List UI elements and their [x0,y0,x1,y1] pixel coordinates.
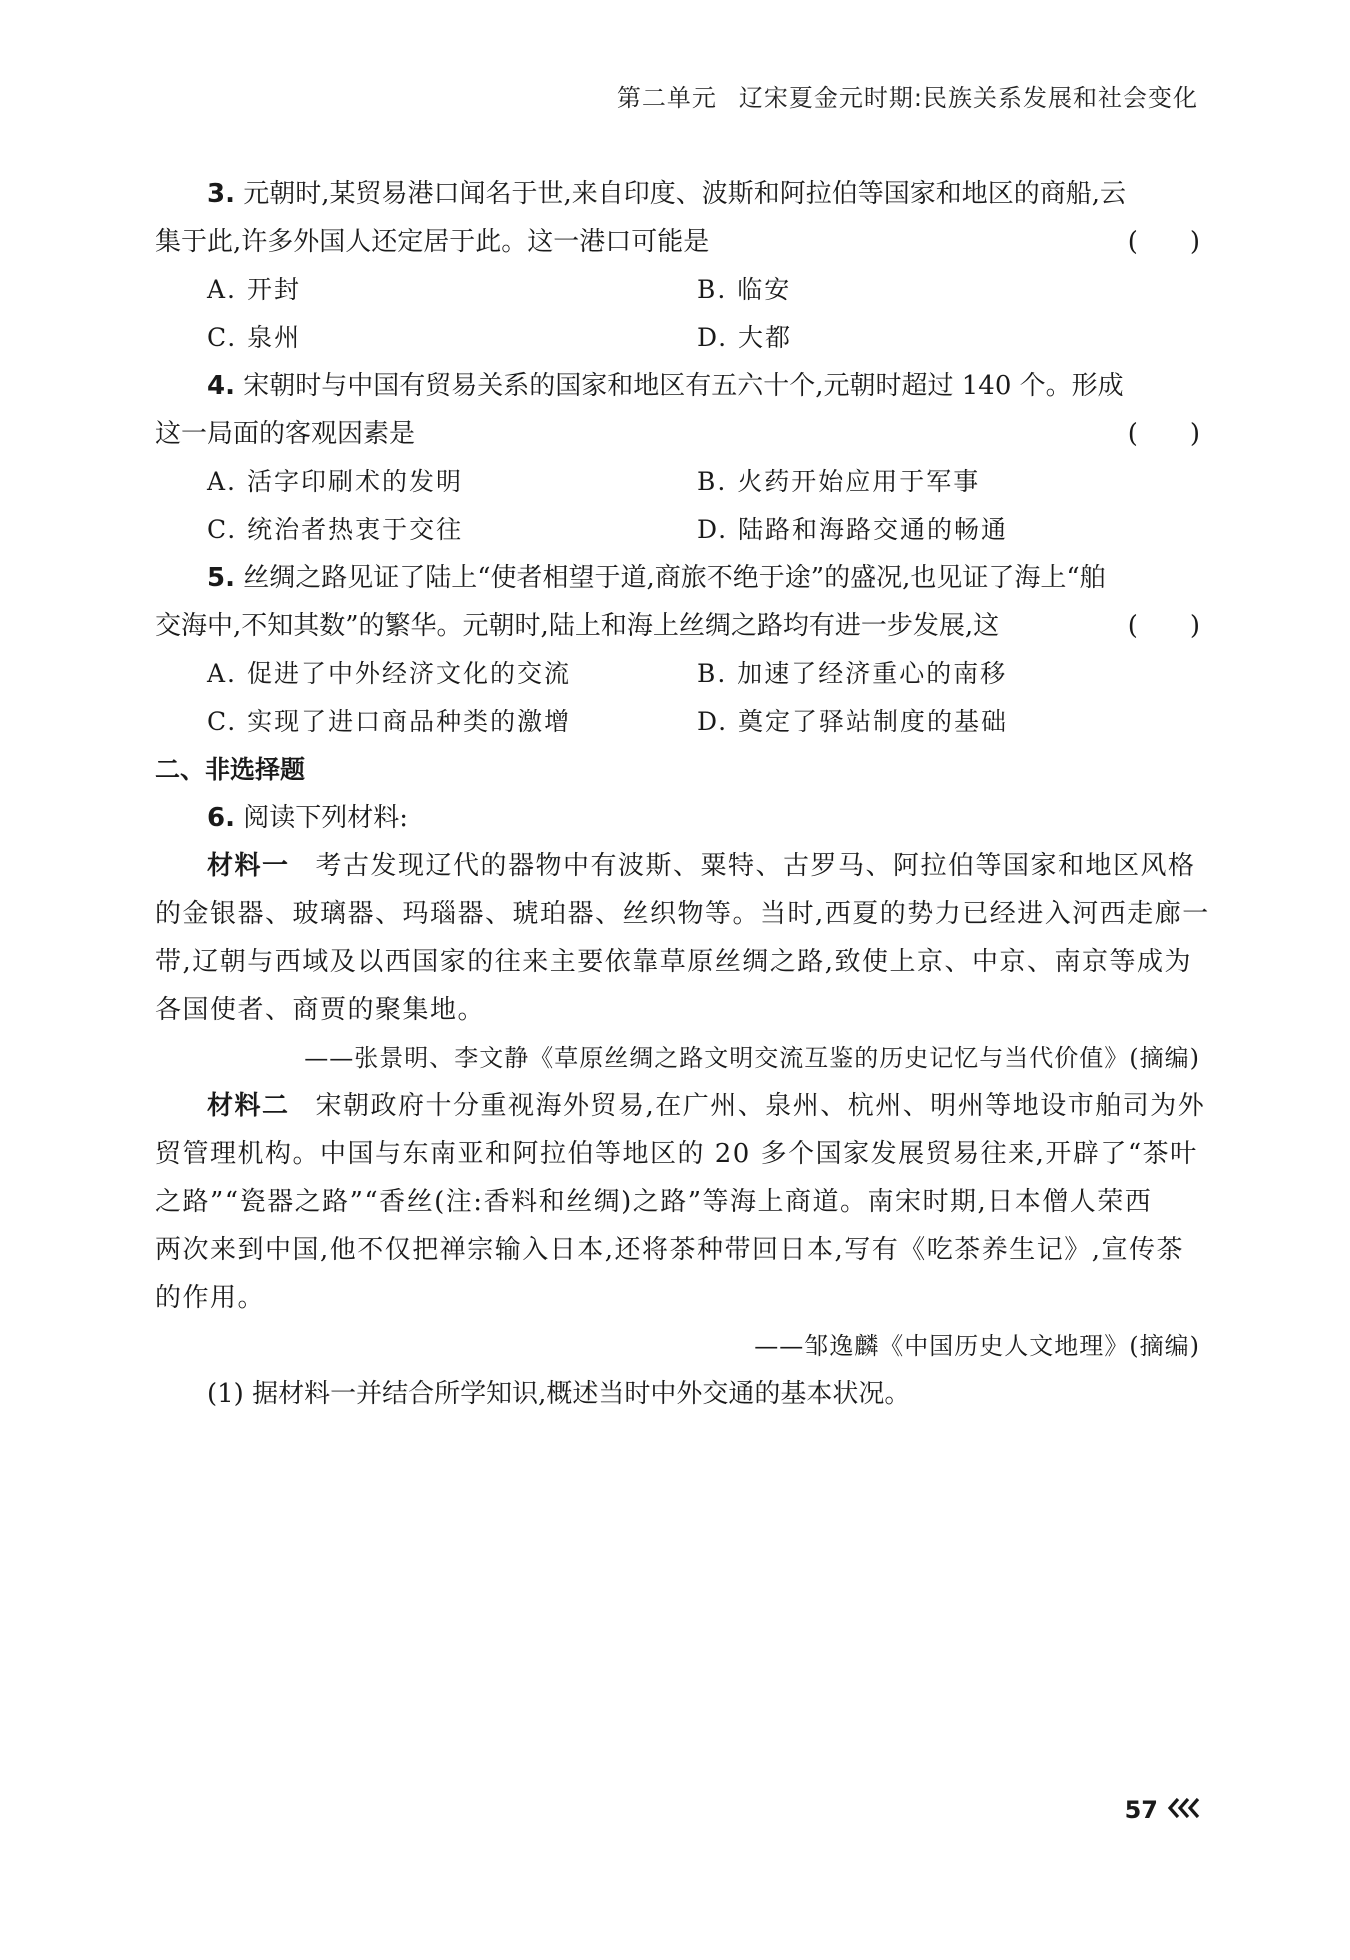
q3-line-2 [155,218,1200,266]
q3-answer-paren: ( ) [1127,227,1200,257]
q3-number: 3. [207,179,235,209]
q3-option-a: A. 开封 [207,275,301,304]
q3-option-c: C. 泉州 [207,323,302,352]
material-2-line-3: 之路”“瓷器之路”“香丝(注:香料和丝绸)之路”等海上商道。南宋时期,日本僧人荣西 [155,1187,1153,1217]
q6-intro: 阅读下列材料: [243,803,408,833]
q6-sub-question-1: (1) 据材料一并结合所学知识,概述当时中外交通的基本状况。 [207,1379,911,1409]
q4-number: 4. [207,371,235,401]
material-2-line-1 [155,1082,1206,1130]
q5-options-row-1 [155,650,1200,698]
q6-intro-line [155,794,1200,842]
q5-options-row-2 [155,698,1200,746]
chevrons-left-icon [1166,1797,1202,1823]
q4-options-row-2 [155,506,1200,554]
q5-option-b: B. 加速了经济重心的南移 [697,659,1008,688]
q3-text-2: 集于此,许多外国人还定居于此。这一港口可能是 [155,227,710,257]
q6-number: 6. [207,803,235,833]
page-header [617,78,1198,113]
section-heading: 二、非选择题 [155,755,306,784]
material-2-line-5: 的作用。 [155,1283,266,1313]
material-2-line-2: 贸管理机构。中国与东南亚和阿拉伯等地区的 20 多个国家发展贸易往来,开辟了“茶叶 [155,1139,1198,1169]
q5-text-1: 丝绸之路见证了陆上“使者相望于道,商旅不绝于途”的盛况,也见证了海上“舶 [243,563,1106,593]
q3-line-1 [155,170,1200,218]
unit-title: 辽宋夏金元时期:民族关系发展和社会变化 [738,84,1198,112]
q3-options-row-1 [155,266,1200,314]
page-number: 57 [1124,1796,1158,1824]
material-1-line-3: 带,辽朝与西域及以西国家的往来主要依靠草原丝绸之路,致使上京、中京、南京等成为 [155,947,1193,977]
q4-option-d: D. 陆路和海路交通的畅通 [697,515,1009,544]
q4-line-2 [155,410,1200,458]
material-1-text-1: 考古发现辽代的器物中有波斯、粟特、古罗马、阿拉伯等国家和地区风格 [315,851,1196,881]
q5-option-d: D. 奠定了驿站制度的基础 [697,707,1009,736]
q5-line-2 [155,602,1200,650]
q4-text-1: 宋朝时与中国有贸易关系的国家和地区有五六十个,元朝时超过 140 个。形成 [243,371,1124,401]
material-2-line-4: 两次来到中国,他不仅把禅宗输入日本,还将茶种带回日本,写有《吃茶养生记》,宣传茶 [155,1235,1185,1265]
q4-line-1 [155,362,1200,410]
page-content [155,170,1210,1418]
q3-option-b: B. 临安 [697,275,792,304]
material-1-line-1 [155,842,1200,890]
material-1-line-2: 的金银器、玻璃器、玛瑙器、琥珀器、丝织物等。当时,西夏的势力已经进入河西走廊一 [155,899,1210,929]
q4-options-row-1 [155,458,1200,506]
material-1-source: ——张景明、李文静《草原丝绸之路文明交流互鉴的历史记忆与当代价值》(摘编) [304,1044,1200,1072]
page-footer [1125,1796,1202,1824]
q4-option-a: A. 活字印刷术的发明 [207,467,463,496]
q3-options-row-2 [155,314,1200,362]
q4-option-c: C. 统治者热衷于交往 [207,515,464,544]
material-2-label: 材料二 [207,1091,290,1121]
material-2-source: ——邹逸麟《中国历史人文地理》(摘编) [754,1332,1200,1360]
q5-option-a: A. 促进了中外经济文化的交流 [207,659,571,688]
q5-number: 5. [207,563,235,593]
q4-text-2: 这一局面的客观因素是 [155,419,416,449]
q5-option-c: C. 实现了进口商品种类的激增 [207,707,572,736]
q4-answer-paren: ( ) [1127,419,1200,449]
q5-line-1 [155,554,1200,602]
material-1-label: 材料一 [207,851,290,881]
unit-label: 第二单元 [616,84,717,112]
q3-option-d: D. 大都 [697,323,793,352]
material-2-text-1: 宋朝政府十分重视海外贸易,在广州、泉州、杭州、明州等地设市舶司为外 [315,1091,1206,1121]
q5-answer-paren: ( ) [1127,611,1200,641]
q4-option-b: B. 火药开始应用于军事 [697,467,981,496]
q5-text-2: 交海中,不知其数”的繁华。元朝时,陆上和海上丝绸之路均有进一步发展,这 [155,611,1000,641]
material-1-line-4: 各国使者、商贾的聚集地。 [155,995,486,1025]
q3-text-1: 元朝时,某贸易港口闻名于世,来自印度、波斯和阿拉伯等国家和地区的商船,云 [243,179,1127,209]
